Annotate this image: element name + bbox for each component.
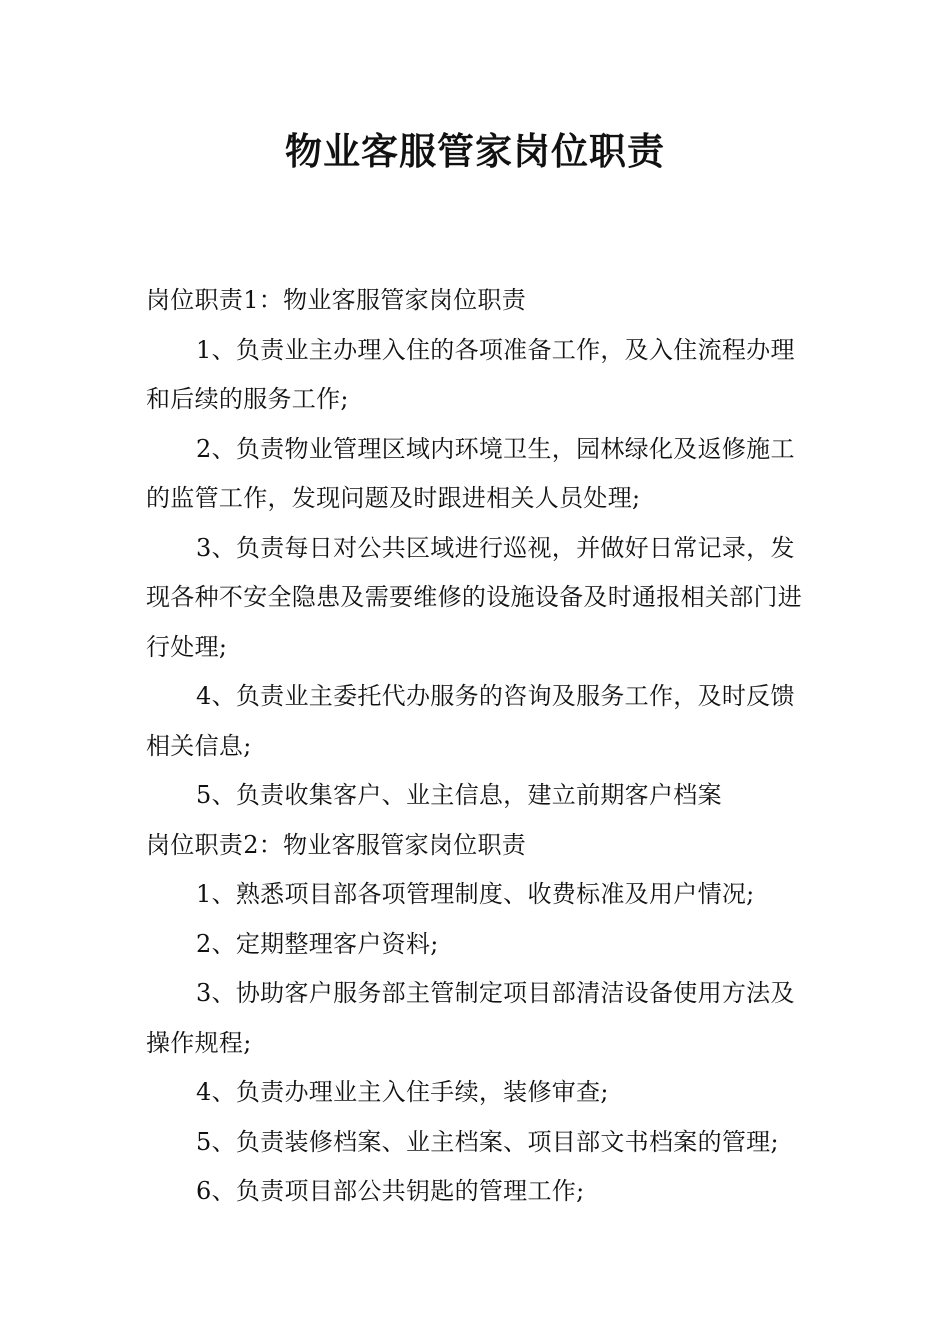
duty-item: 3、负责每日对公共区域进行巡视，并做好日常记录，发现各种不安全隐患及需要维修的设施设备及时通报相关部门进行处理; — [146, 533, 803, 661]
duty-item: 2、定期整理客户资料; — [196, 929, 439, 958]
duty-item: 1、负责业主办理入住的各项准备工作，及入住流程办理和后续的服务工作; — [146, 335, 795, 413]
duty-item: 3、协助客户服务部主管制定项目部清洁设备使用方法及操作规程; — [146, 979, 795, 1057]
section-heading-1: 岗位职责1：物业客服管家岗位职责 — [146, 286, 527, 314]
document-body — [146, 276, 810, 1217]
duty-item: 6、负责项目部公共钥匙的管理工作; — [196, 1177, 585, 1205]
duty-item: 4、负责业主委托代办服务的咨询及服务工作，及时反馈相关信息; — [146, 682, 795, 760]
duty-item: 2、负责物业管理区域内环境卫生，园林绿化及返修施工的监管工作，发现问题及时跟进相关人员处理; — [146, 434, 795, 512]
section-heading-2: 岗位职责2：物业客服管家岗位职责 — [146, 830, 527, 859]
duty-item: 1、熟悉项目部各项管理制度、收费标准及用户情况; — [196, 880, 755, 908]
duty-item: 5、负责装修档案、业主档案、项目部文书档案的管理; — [196, 1127, 779, 1156]
duty-item: 5、负责收集客户、业主信息，建立前期客户档案 — [196, 781, 722, 809]
duty-item: 4、负责办理业主入住手续，装修审查; — [196, 1078, 609, 1106]
document-title: 物业客服管家岗位职责 — [285, 130, 665, 173]
